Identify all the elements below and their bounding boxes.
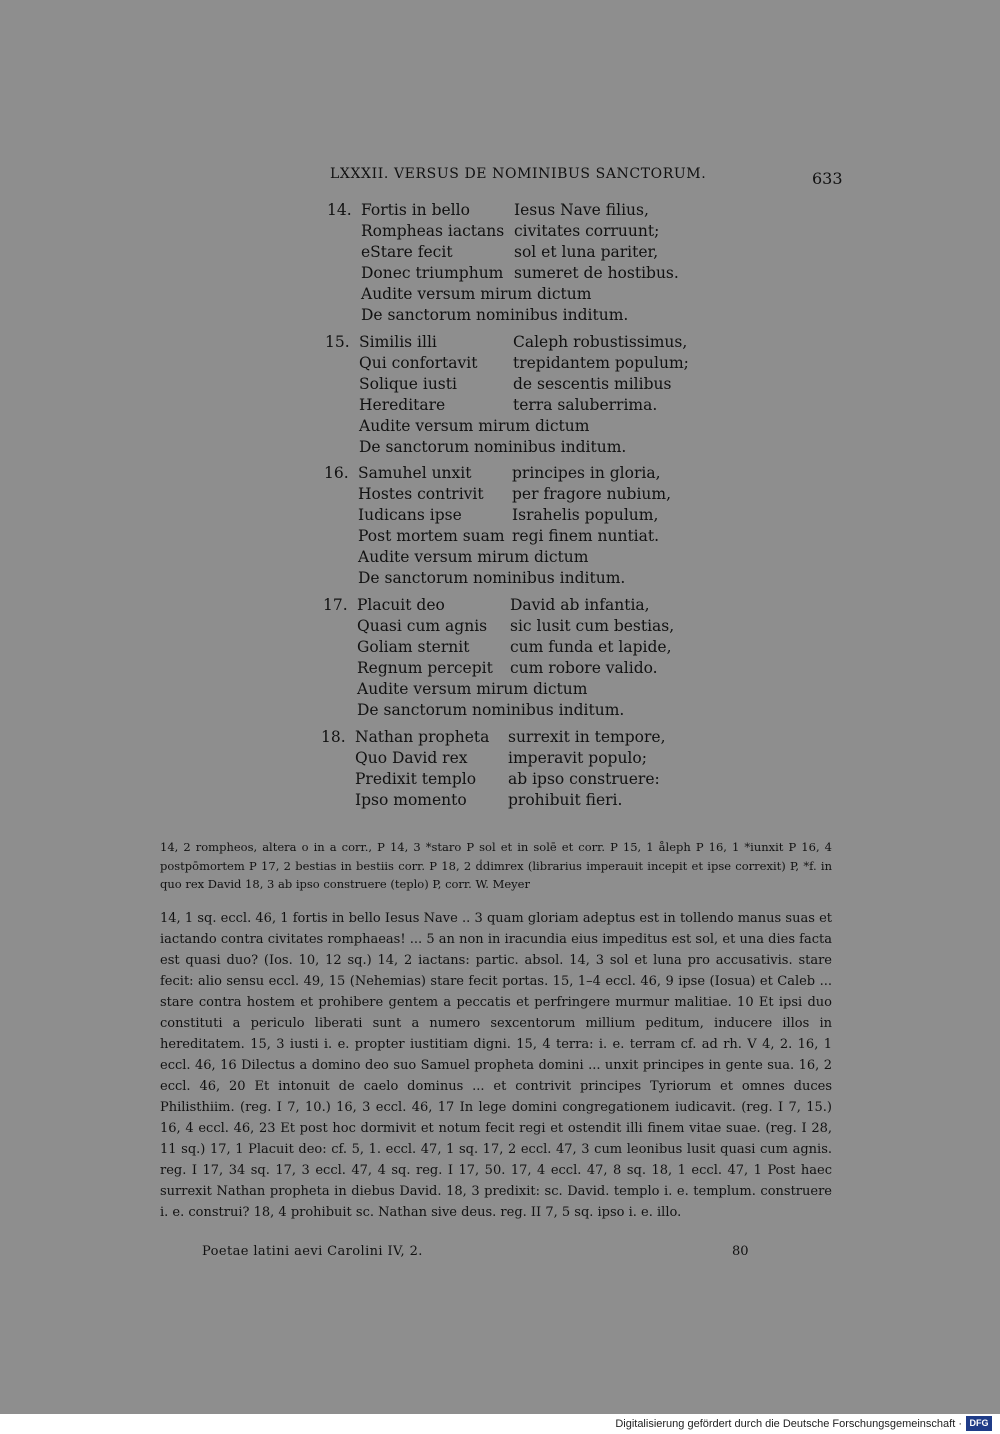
verse-first-half: Post mortem suam	[358, 527, 505, 545]
stanza-number: 15.	[325, 333, 350, 351]
stanza-number: 16.	[324, 464, 349, 482]
verse-line	[361, 221, 660, 242]
commentary-notes: 14, 1 sq. eccl. 46, 1 fortis in bello Iesus Nave .. 3 quam gloriam adeptus est in tollendo manus suas et iactando contra civitates romphaeas! ... 5 an non in iracundia eius impeditus est sol, et una dies facta est quasi duo? (Ios. 10, 12 sq.) 14, 2 iactans: partic. absol. 14, 3 sol et luna pro accusativis. stare fecit: alio sensu eccl. 49, 15 (Nehemias) stare fecit portas. 15, 1–4 eccl. 46, 9 ipse (Iosua) et Caleb ... stare contra hostem et prohibere gentem a peccatis et perfringere murmur malitiae. 10 Et ipsi duo constituti a periculo liberati sunt a numero sexcentorum millium peditum, inducere illos in hereditatem. 15, 3 iusti i. e. propter iustitiam digni. 15, 4 terra: i. e. terram cf. ad rh. V 4, 2. 16, 1 eccl. 46, 16 Dilectus a domino deo suo Samuel propheta domini ... unxit principes in gente sua. 16, 2 eccl. 46, 20 Et intonuit de caelo dominus ... et contrivit principes Tyriorum et omnes duces Philisthiim. (reg. I 7, 10.) 16, 3 eccl. 46, 17 In lege domini congregationem iudicavit. (reg. I 7, 15.) 16, 4 eccl. 46, 23 Et post hoc dormivit et notum fecit regi et ostendit illi finem vitae suae. (reg. I 28, 11 sq.) 17, 1 Placuit deo: cf. 5, 1. eccl. 47, 1 sq. 17, 2 eccl. 47, 3 cum leonibus lusit quasi cum agnis. reg. I 17, 34 sq. 17, 3 eccl. 47, 4 sq. reg. I 17, 50. 17, 4 eccl. 47, 8 sq. 18, 1 eccl. 47, 1 Post haec surrexit Nathan propheta in diebus David. 18, 3 predixit: sc. David. templo i. e. templum. construere i. e. construi? 18, 4 prohibuit sc. Nathan sive deus. reg. II 7, 5 sq. ipso i. e. illo.	[160, 911, 832, 1220]
refrain-line: Audite versum mirum dictum	[361, 285, 592, 303]
verse-second-half: cum funda et lapide,	[510, 638, 672, 656]
verse-first-half: Hereditare	[359, 396, 446, 414]
verse-line	[361, 263, 679, 284]
refrain-line: De sanctorum nominibus inditum.	[357, 701, 625, 719]
verse-first-half: Iudicans ipse	[358, 506, 462, 524]
verse-line	[321, 727, 666, 748]
verse-line	[323, 595, 650, 616]
verse-line	[358, 505, 659, 526]
running-head: LXXXII. VERSUS DE NOMINIBUS SANCTORUM.	[330, 166, 707, 182]
verse-first-half: Ipso momento	[355, 791, 467, 809]
verse-line	[357, 658, 658, 679]
verse-first-half: Fortis in bello	[361, 201, 470, 219]
refrain-line: Audite versum mirum dictum	[358, 548, 589, 566]
verse-first-half: Similis illi	[359, 333, 437, 351]
verse-line	[355, 790, 623, 811]
verse-line	[355, 748, 647, 769]
verse-second-half: Caleph robustissimus,	[513, 333, 688, 351]
stanza	[321, 727, 666, 811]
verse-second-half: cum robore valido.	[510, 659, 658, 677]
stanza	[327, 200, 679, 326]
verse-second-half: Israhelis populum,	[512, 506, 659, 524]
verse-line	[358, 484, 672, 505]
verse-line	[325, 332, 688, 353]
verse-second-half: surrexit in tempore,	[508, 728, 666, 746]
verse-line	[324, 463, 661, 484]
refrain-line: De sanctorum nominibus inditum.	[361, 306, 629, 324]
stanza	[324, 463, 672, 589]
funding-text: Digitalisierung gefördert durch die Deutsche Forschungsgemeinschaft ·	[615, 1418, 962, 1430]
verse-line	[355, 769, 660, 790]
refrain-line: De sanctorum nominibus inditum.	[358, 569, 626, 587]
verse-line	[357, 616, 675, 637]
verse-line	[361, 242, 659, 263]
verse-line	[359, 395, 658, 416]
verse-line	[327, 200, 649, 221]
verse-second-half: David ab infantia,	[510, 596, 650, 614]
verse-first-half: Samuhel unxit	[358, 464, 472, 482]
verse-second-half: terra saluberrima.	[513, 396, 658, 414]
stanza-number: 17.	[323, 596, 348, 614]
verse-first-half: Predixit templo	[355, 770, 477, 788]
verse-first-half: Quo David rex	[355, 749, 468, 767]
stanza	[325, 332, 689, 458]
verse-first-half: Regnum percepit	[357, 659, 493, 677]
stanza-number: 18.	[321, 728, 346, 746]
verse-second-half: trepidantem populum;	[513, 354, 689, 372]
verse-second-half: prohibuit fieri.	[508, 791, 623, 809]
verse-second-half: de sescentis milibus	[513, 375, 672, 393]
verse-second-half: civitates corruunt;	[514, 222, 660, 240]
verse-second-half: per fragore nubium,	[512, 485, 672, 503]
page-number: 633	[812, 169, 843, 188]
verse-first-half: Placuit deo	[357, 596, 445, 614]
stanza	[323, 595, 675, 721]
refrain-line: De sanctorum nominibus inditum.	[359, 438, 627, 456]
verse-first-half: Nathan propheta	[355, 728, 490, 746]
verse-first-half: Goliam sternit	[357, 638, 470, 656]
verse-second-half: Iesus Nave filius,	[514, 201, 649, 219]
verse-line	[358, 526, 660, 547]
critical-apparatus: 14, 2 rompheos, altera o in a corr., P 14, 3 *staro P sol et in solē et corr. P 15, 1 åleph P 16, 1 *iunxit P 16, 4 postpōmortem P 17, 2 bestias in bestiis corr. P 18, 2 ḋdimrex (librarius imperauit incepit et ipse correxit) P, *f. in quo rex David 18, 3 ab ipso construere (teplo) P, corr. W. Meyer	[160, 840, 832, 891]
refrain-line: Audite versum mirum dictum	[357, 680, 588, 698]
verse-first-half: Qui confortavit	[359, 354, 478, 372]
verse-first-half: Rompheas iactans	[361, 222, 505, 240]
verse-second-half: sol et luna pariter,	[514, 243, 659, 261]
verse-first-half: eStare fecit	[361, 243, 453, 261]
verse-first-half: Solique iusti	[359, 375, 457, 393]
dfg-logo: DFG	[966, 1416, 992, 1431]
verse-second-half: ab ipso construere:	[508, 770, 660, 788]
verse-line	[359, 374, 672, 395]
verse-second-half: regi finem nuntiat.	[512, 527, 660, 545]
stanza-number: 14.	[327, 201, 352, 219]
verse-first-half: Quasi cum agnis	[357, 617, 488, 635]
footer-sheet-number: 80	[732, 1244, 749, 1259]
verse-first-half: Donec triumphum	[361, 264, 504, 282]
verse-line	[357, 637, 672, 658]
refrain-line: Audite versum mirum dictum	[359, 417, 590, 435]
verse-line	[359, 353, 689, 374]
verse-first-half: Hostes contrivit	[358, 485, 484, 503]
verse-second-half: principes in gloria,	[512, 464, 661, 482]
verse-second-half: sumeret de hostibus.	[514, 264, 679, 282]
footer-signature: Poetae latini aevi Carolini IV, 2.	[202, 1244, 423, 1259]
verse-second-half: imperavit populo;	[508, 749, 647, 767]
verse-second-half: sic lusit cum bestias,	[510, 617, 675, 635]
